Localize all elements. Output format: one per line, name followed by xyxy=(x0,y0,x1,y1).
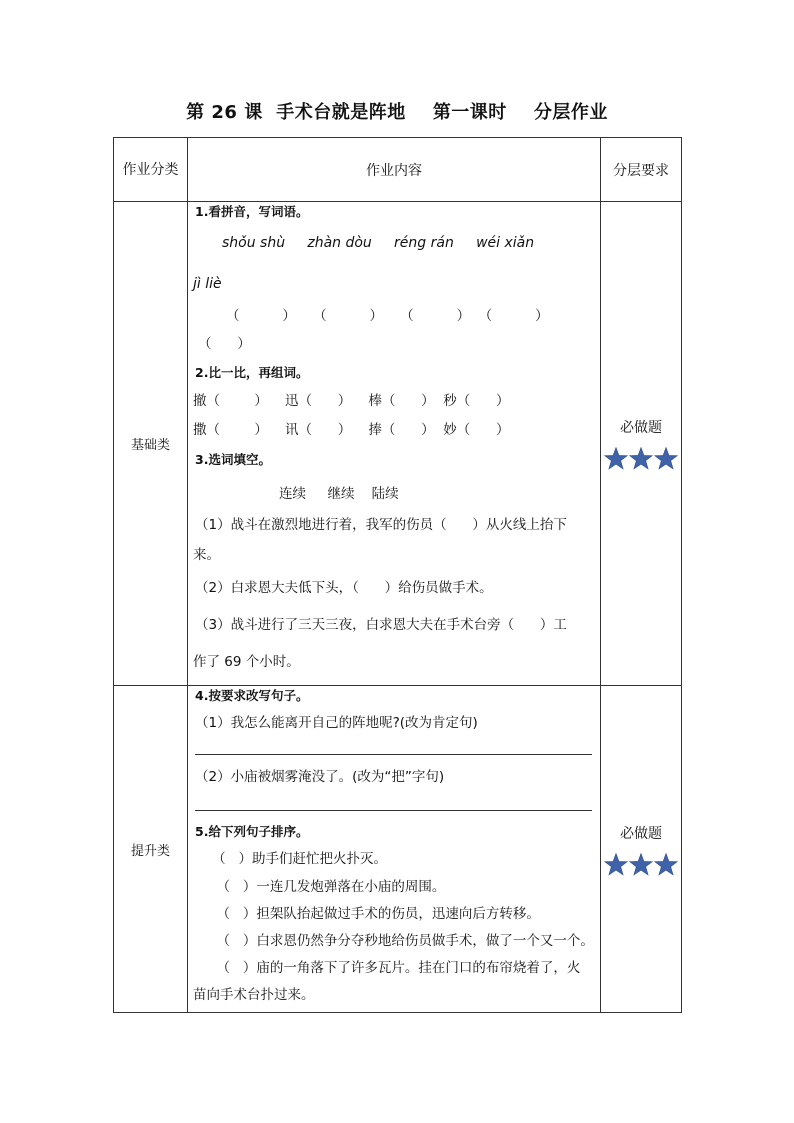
q1-pinyin-row2: jì liè xyxy=(193,276,222,292)
q4-sentence2: （2）小庙被烟雾淹没了。(改为“把”字句) xyxy=(195,769,445,785)
advanced-difficulty-stars xyxy=(601,853,681,876)
advanced-category: 提升类 xyxy=(114,686,188,1013)
header-content: 作业内容 xyxy=(188,138,601,202)
basic-row xyxy=(114,202,682,686)
q4-sentence1: （1）我怎么能离开自己的阵地呢?(改为肯定句) xyxy=(195,715,478,731)
q3-sentence3b: 作了 69 个小时。 xyxy=(193,654,300,670)
star-icon xyxy=(654,853,678,876)
star-icon xyxy=(654,447,678,470)
q2-row1: 撤（ ） 迅（ ） 棒（ ） 秒（ ） xyxy=(193,393,510,409)
basic-content xyxy=(188,202,601,686)
q1-title: 1.看拼音，写词语。 xyxy=(195,204,309,219)
basic-difficulty-stars xyxy=(601,447,681,470)
q1-pinyin-row1: shǒu shù zhàn dòu réng rán wéi xiǎn xyxy=(222,235,535,251)
title-type: 分层作业 xyxy=(533,102,608,123)
q2-title: 2.比一比，再组词。 xyxy=(195,365,309,380)
q5-item5b: 苗向手术台扑过来。 xyxy=(193,987,315,1003)
basic-category: 基础类 xyxy=(114,202,188,686)
page-title xyxy=(0,98,794,124)
q1-blanks-row2: （ ） xyxy=(198,336,251,352)
star-icon xyxy=(604,853,628,876)
q5-title: 5.给下列句子排序。 xyxy=(195,824,309,839)
advanced-requirement xyxy=(601,686,682,1013)
q3-sentence2: （2）白求恩大夫低下头，（ ）给伤员做手术。 xyxy=(195,580,493,596)
star-icon xyxy=(629,447,653,470)
advanced-row xyxy=(114,686,682,1013)
q4-title: 4.按要求改写句子。 xyxy=(195,688,309,703)
q4-answer-line1[interactable] xyxy=(195,754,592,755)
basic-requirement xyxy=(601,202,682,686)
q3-sentence1a: （1）战斗在激烈地进行着，我军的伤员（ ）从火线上抬下 xyxy=(195,517,567,533)
q3-word-bank: 连续 继续 陆续 xyxy=(279,486,399,502)
header-category: 作业分类 xyxy=(114,138,188,202)
q3-title: 3.选词填空。 xyxy=(195,452,271,467)
homework-table xyxy=(113,137,682,1013)
advanced-required-label: 必做题 xyxy=(620,825,662,842)
q5-item4: （ ）白求恩仍然争分夺秒地给伤员做手术，做了一个又一个。 xyxy=(195,933,594,949)
q3-sentence3a: （3）战斗进行了三天三夜，白求恩大夫在手术台旁（ ）工 xyxy=(195,617,567,633)
title-period: 第一课时 xyxy=(432,102,507,123)
q5-item1: （ ）助手们赶忙把火扑灭。 xyxy=(195,851,388,867)
table-header-row xyxy=(114,138,682,202)
q3-sentence1b: 来。 xyxy=(193,547,220,563)
basic-required-label: 必做题 xyxy=(620,420,662,436)
title-lesson: 第 26 课 手术台就是阵地 xyxy=(186,102,406,123)
q5-item2: （ ）一连几发炮弹落在小庙的周围。 xyxy=(195,879,446,895)
q2-row2: 撒（ ） 讯（ ） 捧（ ） 妙（ ） xyxy=(193,422,510,438)
advanced-content xyxy=(188,686,601,1013)
star-icon xyxy=(629,853,653,876)
q1-blanks-row1: （ ） （ ） （ ） （ ） xyxy=(226,308,549,324)
star-icon xyxy=(604,447,628,470)
header-requirement: 分层要求 xyxy=(601,138,682,202)
q5-item3: （ ）担架队抬起做过手术的伤员，迅速向后方转移。 xyxy=(195,906,540,922)
q5-item5a: （ ）庙的一角落下了许多瓦片。挂在门口的布帘烧着了，火 xyxy=(195,960,581,976)
q4-answer-line2[interactable] xyxy=(195,810,592,811)
